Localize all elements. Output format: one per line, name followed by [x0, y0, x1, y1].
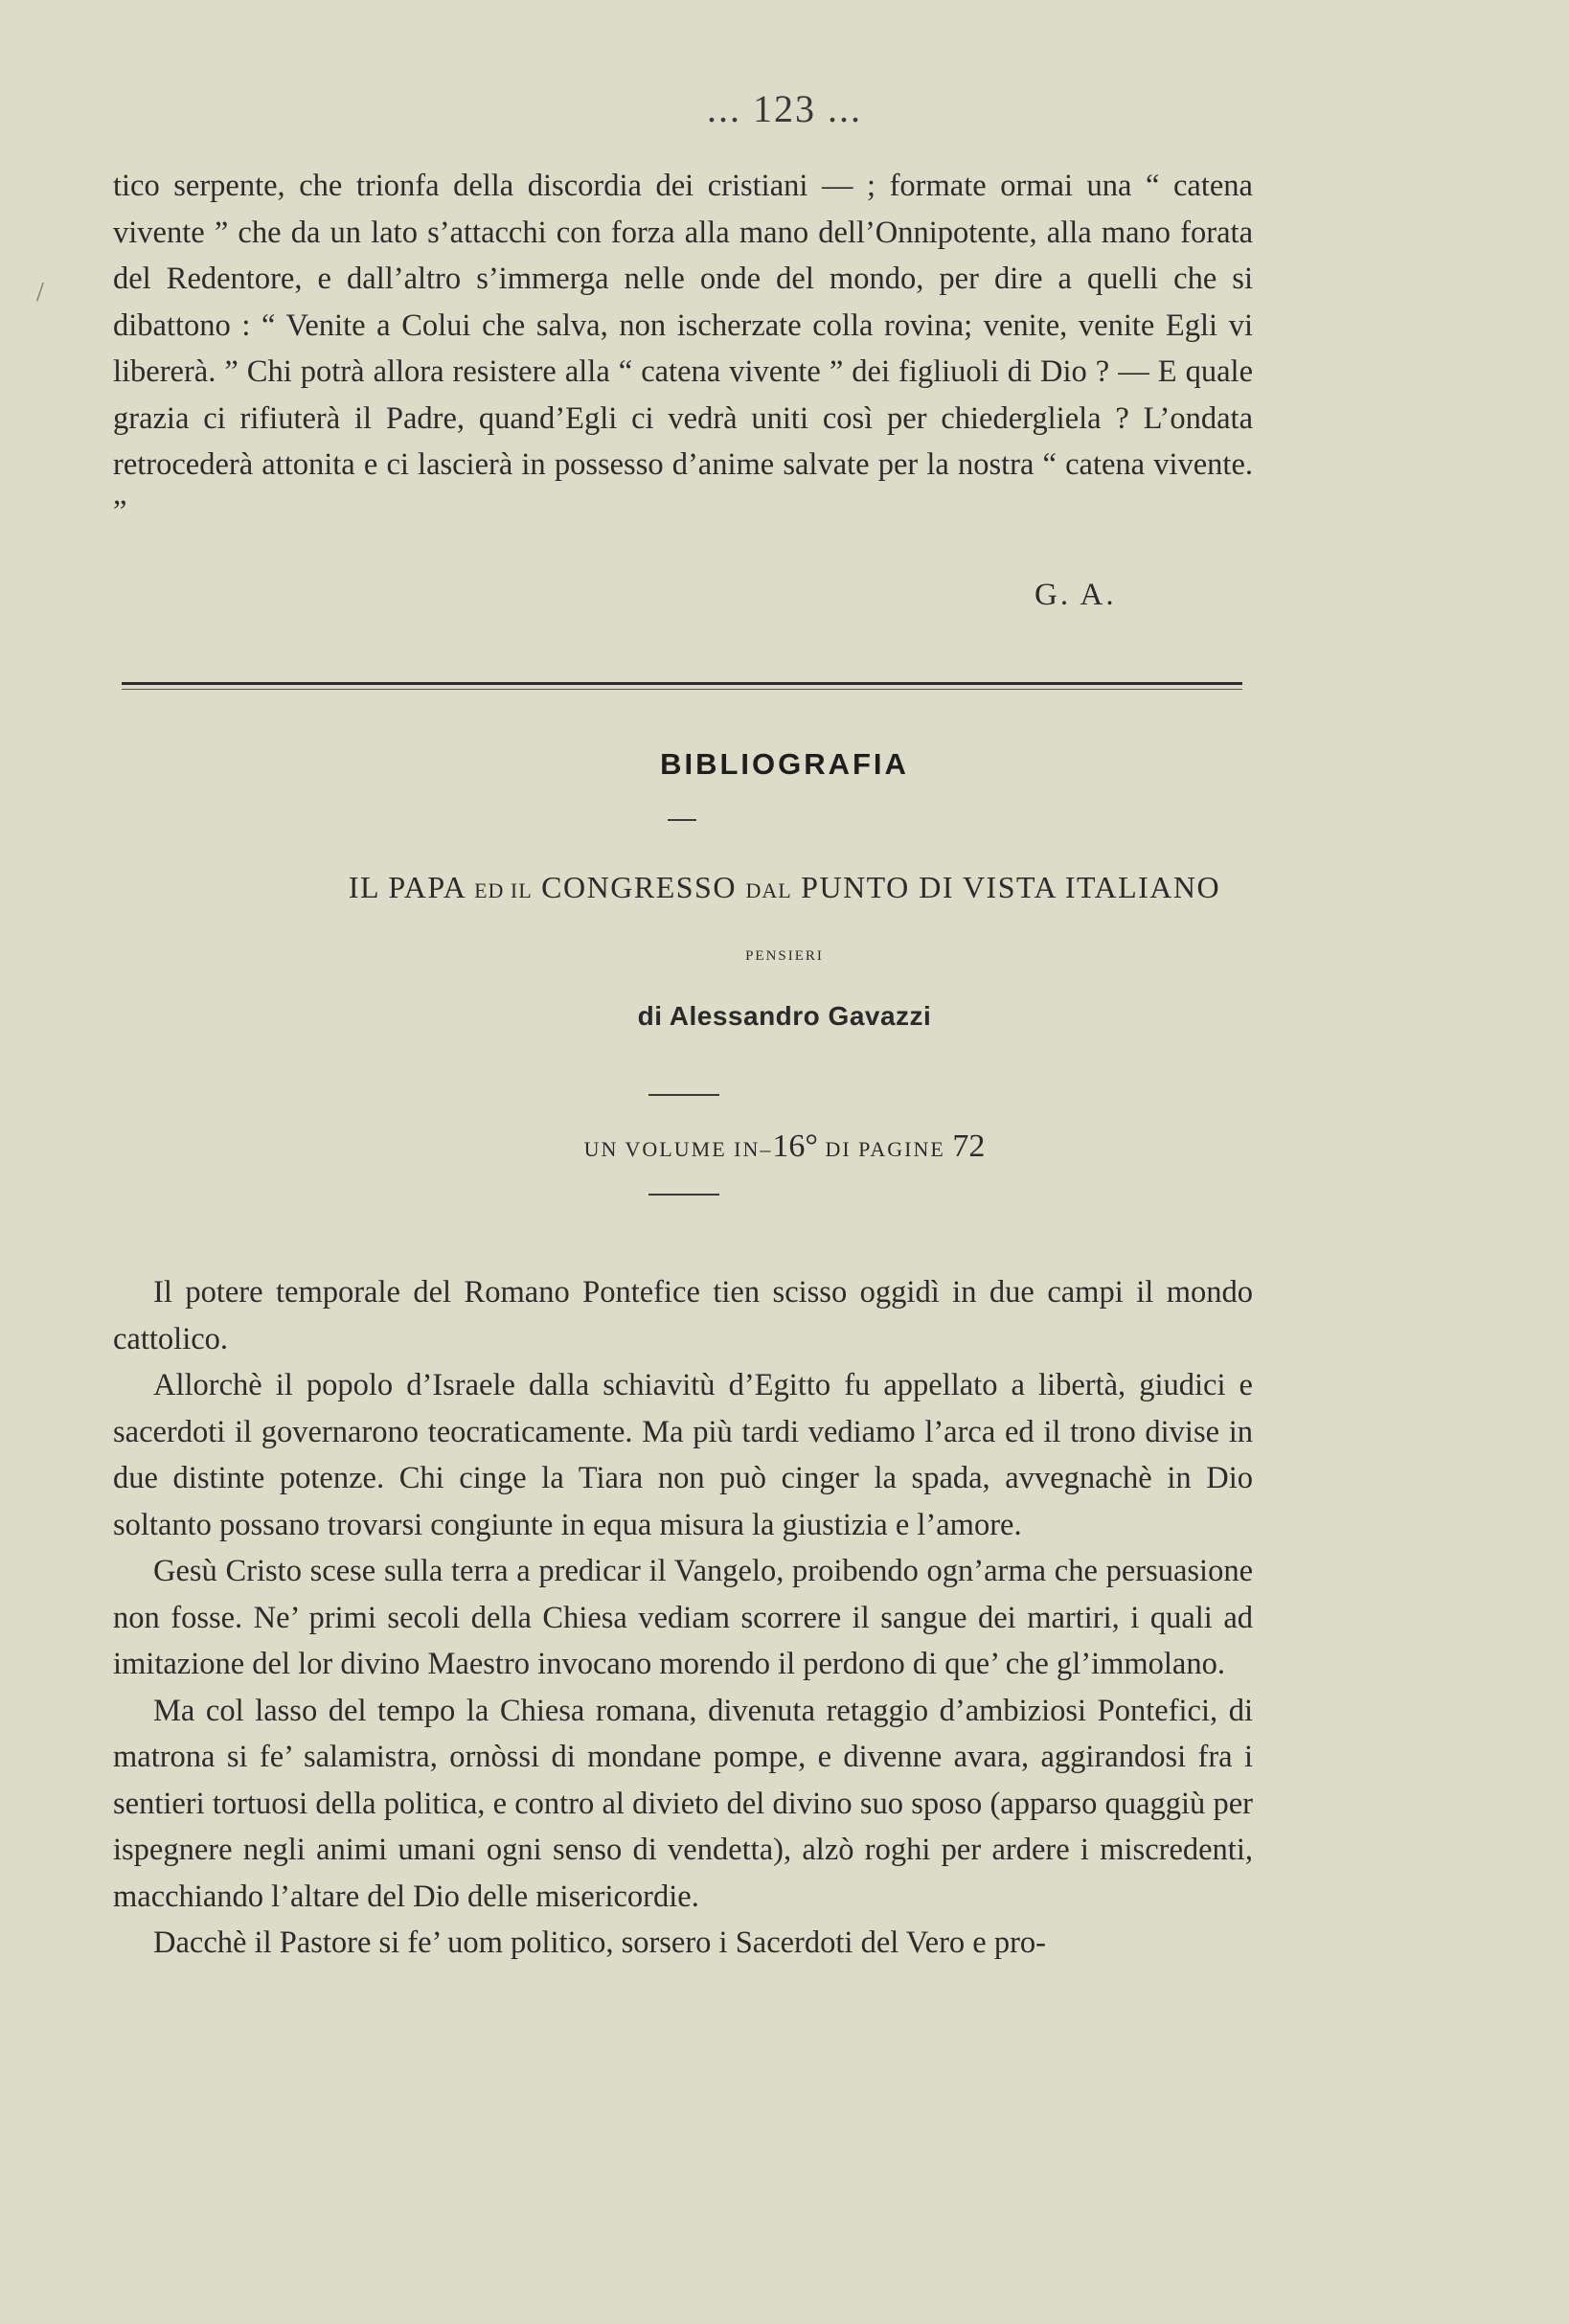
- book-subtitle: PENSIERI: [745, 948, 824, 964]
- page-number: ... 123 ...: [707, 87, 862, 130]
- paragraph: Allorchè il popolo d’Israele dalla schiavitù d’Egitto fu appellato a libertà, giudici e sacerdoti il governarono teocraticamente. Ma più tardi vediamo l’arca ed il trono divise in due distinte potenze. Chi cinge la Tiara non può cinger la spada, avvegnachè in Dio soltanto possano trovarsi congiunte in equa misura la giustizia e l’amore.: [113, 1368, 1253, 1542]
- book-volume-info: [0, 1128, 1569, 1165]
- divider-dash: [648, 1094, 719, 1096]
- title-part: CONGRESSO: [541, 870, 737, 904]
- section-divider-thin: [122, 689, 1242, 690]
- section-heading: BIBLIOGRAFIA: [660, 747, 909, 781]
- divider-dash: [648, 1194, 719, 1196]
- divider-dash: [668, 819, 696, 821]
- volume-format: 16°: [772, 1128, 818, 1164]
- title-part: IL PAPA: [348, 870, 466, 904]
- margin-mark: /: [36, 278, 44, 308]
- top-paragraph: [113, 163, 1253, 535]
- body-text: [113, 1269, 1253, 1967]
- volume-prefix: UN VOLUME IN–: [583, 1137, 773, 1161]
- book-title: [0, 870, 1569, 905]
- signature: G. A.: [1035, 578, 1117, 612]
- title-part: ED IL: [474, 878, 533, 902]
- paragraph: Ma col lasso del tempo la Chiesa romana, divenuta retaggio d’ambiziosi Pontefici, di matrona si fe’ salamistra, ornòssi di mondane pompe, e divenne avara, aggirandosi fra i sentieri tortuosi della politica, e contro al divieto del divino suo sposo (apparso quaggiù per ispegnere negli animi umani ogni senso di vendetta), alzò roghi per ardere i miscredenti, macchiando l’altare del Dio delle misericordie.: [113, 1693, 1253, 1914]
- paragraph: Dacchè il Pastore si fe’ uom politico, sorsero i Sacerdoti del Vero e pro-: [153, 1925, 1046, 1960]
- title-part: PUNTO DI VISTA ITALIANO: [801, 870, 1221, 904]
- volume-mid: DI PAGINE: [825, 1137, 945, 1161]
- paragraph: Il potere temporale del Romano Pontefice tien scisso oggidì in due campi il mondo cattolico.: [113, 1275, 1253, 1356]
- paragraph: tico serpente, che trionfa della discordia dei cristiani — ; formate ormai una “ catena vivente ” che da un lato s’attacchi con forza alla mano dell’Onnipotente, alla mano forata del Redentore, e dall’altro s’immerga nelle onde del mondo, per dire a quelli che si dibattono : “ Venite a Colui che salva, non ischerzate colla rovina; venite, venite Egli vi libererà. ” Chi potrà allora resistere alla “ catena vivente ” dei figliuoli di Dio ? — E quale grazia ci rifiuterà il Padre, quand’Egli ci vedrà uniti così per chiedergliela ? L’ondata retrocederà attonita e ci lascierà in possesso d’anime salvate per la nostra “ catena vivente. ”: [113, 169, 1253, 529]
- book-author: di Alessandro Gavazzi: [637, 1001, 932, 1031]
- volume-pages: 72: [952, 1128, 986, 1164]
- section-divider: [122, 682, 1242, 685]
- paragraph: Gesù Cristo scese sulla terra a predicar il Vangelo, proibendo ogn’arma che persuasione non fosse. Ne’ primi secoli della Chiesa vediam scorrere il sangue dei martiri, i quali ad imitazione del lor divino Maestro invocano morendo il perdono di que’ che gl’immolano.: [113, 1554, 1253, 1681]
- title-part: DAL: [745, 878, 792, 902]
